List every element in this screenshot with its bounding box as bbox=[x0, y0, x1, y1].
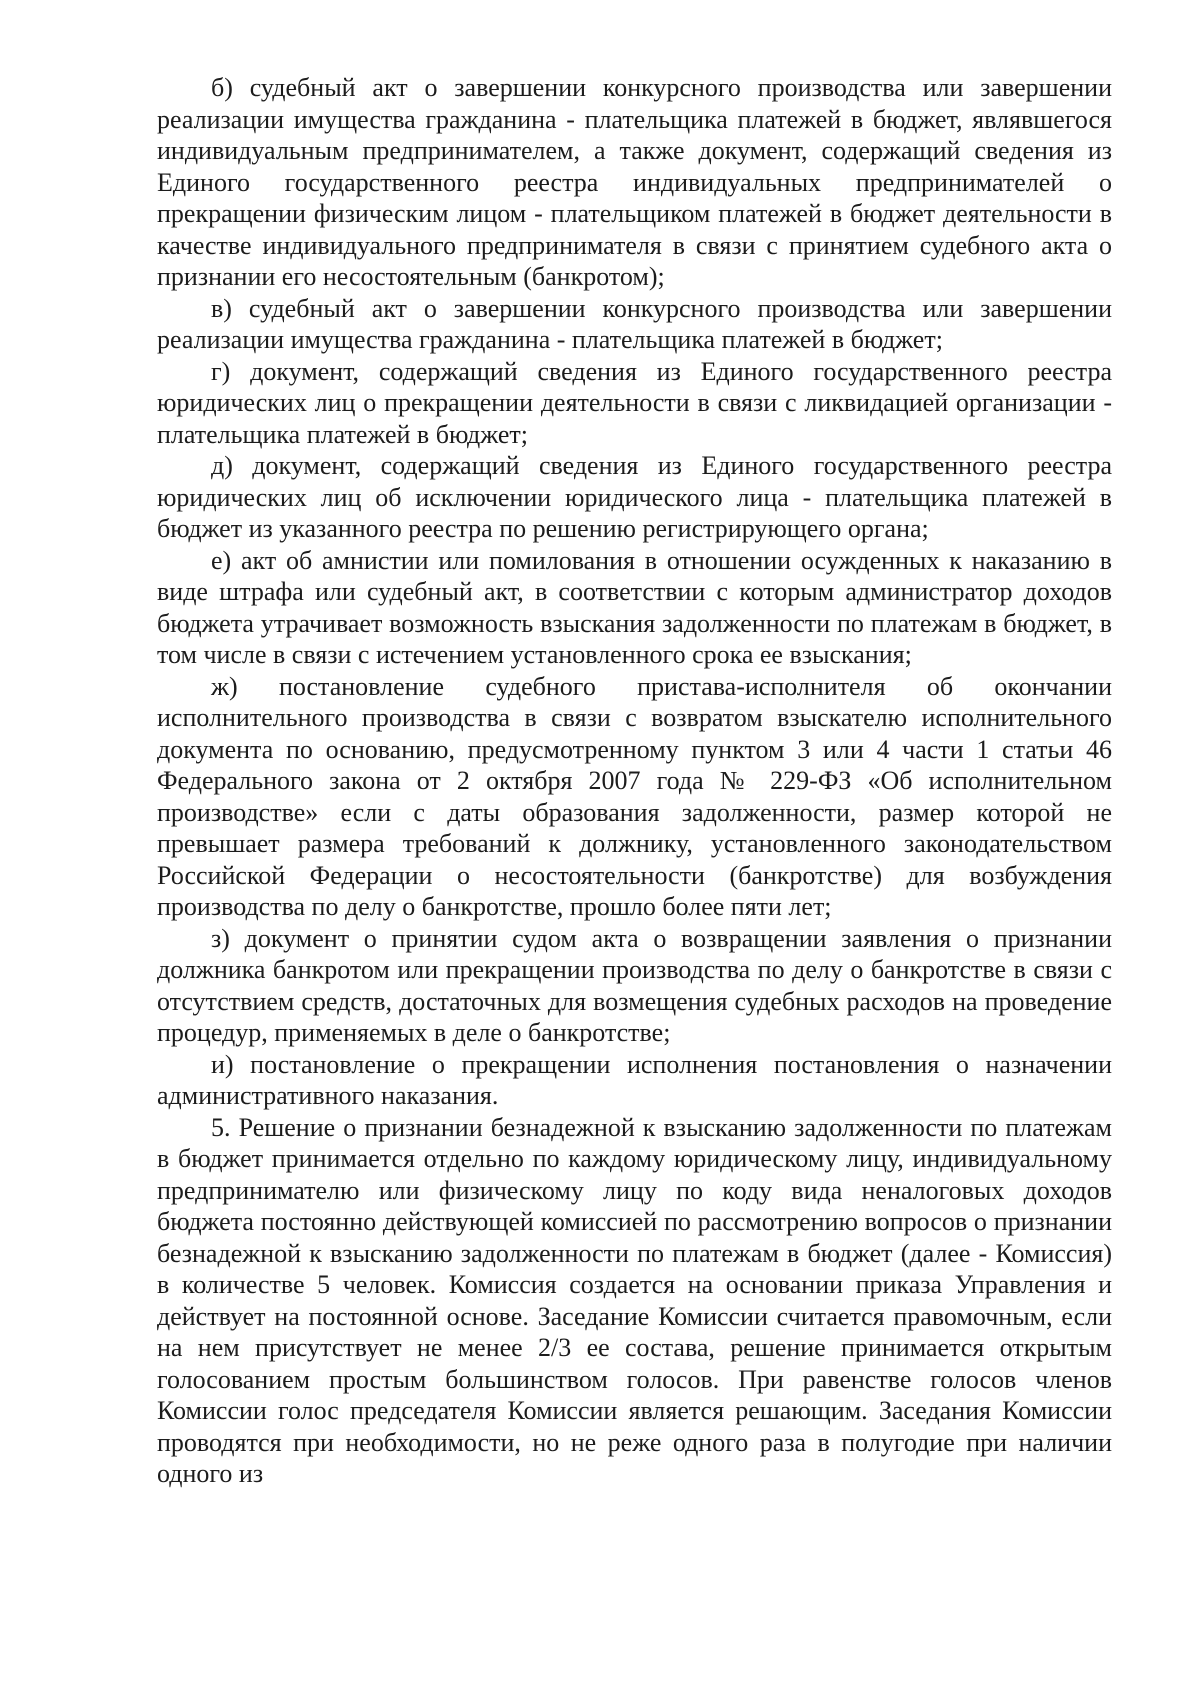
list-item-v: в) судебный акт о завершении конкурсного производства или завершении реализации имущества гражданина - плательщика платежей в бюджет; bbox=[157, 293, 1112, 354]
document-body bbox=[157, 72, 1112, 1490]
list-item-g: г) документ, содержащий сведения из Единого государственного реестра юридических лиц о прекращении деятельности в связи с ликвидацией организации - плательщика платежей в бюджет; bbox=[157, 356, 1112, 449]
list-item-i: и) постановление о прекращении исполнения постановления о назначении административного наказания. bbox=[157, 1049, 1112, 1110]
list-item-z: з) документ о принятии судом акта о возвращении заявления о признании должника банкротом или прекращении производства по делу о банкротстве в связи с отсутствием средств, достаточных для возмещения судебных расходов на проведение процедур, применяемых в деле о банкротстве; bbox=[157, 923, 1112, 1047]
list-item-e: е) акт об амнистии или помилования в отношении осужденных к наказанию в виде штрафа или судебный акт, в соответствии с которым администратор доходов бюджета утрачивает возможность взыскания задолженности по платежам в бюджет, в том числе в связи с истечением установленного срока ее взыскания; bbox=[157, 545, 1112, 669]
list-item-zh: ж) постановление судебного пристава-исполнителя об окончании исполнительного производства в связи с возвратом взыскателю исполнительного документа по основанию, предусмотренному пунктом 3 или 4 части 1 статьи 46 Федерального закона от 2 октября 2007 года № 229-ФЗ «Об исполнительном производстве» если с даты образования задолженности, размер которой не превышает размера требований к должнику, установленного законодательством Российской Федерации о несостоятельности (банкротстве) для возбуждения производства по делу о банкротстве, прошло более пяти лет; bbox=[157, 671, 1112, 921]
list-item-d: д) документ, содержащий сведения из Единого государственного реестра юридических лиц об исключении юридического лица - плательщика платежей в бюджет из указанного реестра по решению регистрирующего органа; bbox=[157, 451, 1112, 543]
section-5-paragraph: 5. Решение о признании безнадежной к взысканию задолженности по платежам в бюджет принимается отдельно по каждому юридическому лицу, индивидуальному предпринимателю или физическому лицу по коду вида неналоговых доходов бюджета постоянно действующей комиссией по рассмотрению вопросов о признании безнадежной к взысканию задолженности по платежам в бюджет (далее - Комиссия) в количестве 5 человек. Комиссия создается на основании приказа Управления и действует на постоянной основе. Заседание Комиссии считается правомочным, если на нем присутствует не менее 2/3 ее состава, решение принимается открытым голосованием простым большинством голосов. При равенстве голосов членов Комиссии голос председателя Комиссии является решающим. Заседания Комиссии проводятся при необходимости, но не реже одного раза в полугодие при наличии одного из bbox=[157, 1112, 1112, 1488]
list-item-b: б) судебный акт о завершении конкурсного производства или завершении реализации имущества гражданина - плательщика платежей в бюджет, являвшегося индивидуальным предпринимателем, а также документ, содержащий сведения из Единого государственного реестра индивидуальных предпринимателей о прекращении физическим лицом - плательщиком платежей в бюджет деятельности в качестве индивидуального предпринимателя в связи с принятием судебного акта о признании его несостоятельным (банкротом); bbox=[157, 73, 1112, 291]
